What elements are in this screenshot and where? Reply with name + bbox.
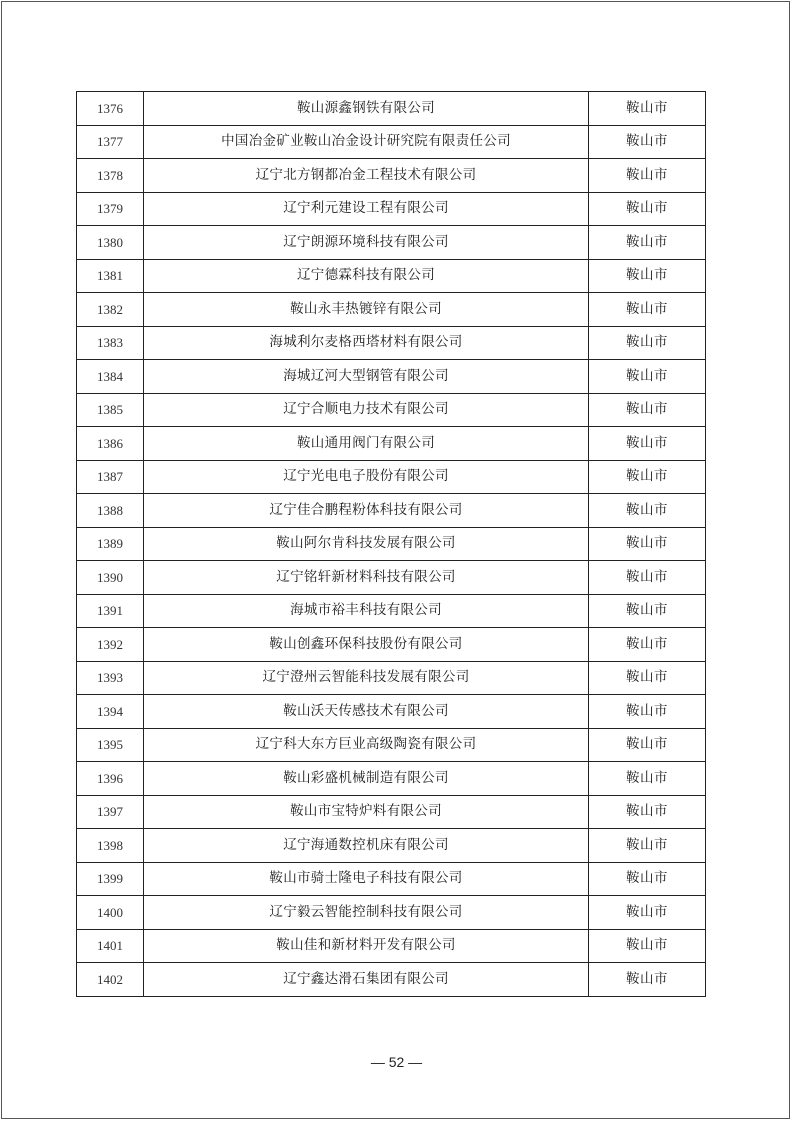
row-number-cell: 1393 <box>77 661 144 695</box>
table-row <box>77 929 706 963</box>
row-number-cell: 1387 <box>77 460 144 494</box>
city-cell: 鞍山市 <box>589 427 706 461</box>
table-row <box>77 427 706 461</box>
table-row <box>77 829 706 863</box>
table-row <box>77 963 706 997</box>
table-row <box>77 92 706 126</box>
row-number-cell: 1392 <box>77 628 144 662</box>
city-cell: 鞍山市 <box>589 594 706 628</box>
city-cell: 鞍山市 <box>589 762 706 796</box>
table-row <box>77 393 706 427</box>
company-name-cell: 鞍山永丰热镀锌有限公司 <box>144 293 589 327</box>
row-number-cell: 1383 <box>77 326 144 360</box>
company-name-cell: 鞍山彩盛机械制造有限公司 <box>144 762 589 796</box>
company-name-cell: 辽宁利元建设工程有限公司 <box>144 192 589 226</box>
company-name-cell: 海城利尔麦格西塔材料有限公司 <box>144 326 589 360</box>
city-cell: 鞍山市 <box>589 293 706 327</box>
city-cell: 鞍山市 <box>589 259 706 293</box>
city-cell: 鞍山市 <box>589 628 706 662</box>
city-cell: 鞍山市 <box>589 728 706 762</box>
table-row <box>77 326 706 360</box>
row-number-cell: 1386 <box>77 427 144 461</box>
company-name-cell: 辽宁澄州云智能科技发展有限公司 <box>144 661 589 695</box>
company-name-cell: 辽宁合顺电力技术有限公司 <box>144 393 589 427</box>
table-row <box>77 594 706 628</box>
city-cell: 鞍山市 <box>589 963 706 997</box>
company-name-cell: 辽宁海通数控机床有限公司 <box>144 829 589 863</box>
company-name-cell: 辽宁朗源环境科技有限公司 <box>144 226 589 260</box>
company-name-cell: 鞍山沃天传感技术有限公司 <box>144 695 589 729</box>
table-row <box>77 795 706 829</box>
row-number-cell: 1394 <box>77 695 144 729</box>
table-row <box>77 259 706 293</box>
company-name-cell: 海城辽河大型钢管有限公司 <box>144 360 589 394</box>
city-cell: 鞍山市 <box>589 360 706 394</box>
city-cell: 鞍山市 <box>589 460 706 494</box>
table-row <box>77 896 706 930</box>
company-name-cell: 鞍山市宝特炉料有限公司 <box>144 795 589 829</box>
table-row <box>77 527 706 561</box>
table-row <box>77 661 706 695</box>
city-cell: 鞍山市 <box>589 829 706 863</box>
table-row <box>77 695 706 729</box>
page-number: — 52 — <box>370 1054 423 1070</box>
row-number-cell: 1397 <box>77 795 144 829</box>
city-cell: 鞍山市 <box>589 494 706 528</box>
table-body <box>77 92 706 997</box>
city-cell: 鞍山市 <box>589 226 706 260</box>
company-name-cell: 鞍山通用阀门有限公司 <box>144 427 589 461</box>
row-number-cell: 1377 <box>77 125 144 159</box>
row-number-cell: 1395 <box>77 728 144 762</box>
city-cell: 鞍山市 <box>589 695 706 729</box>
row-number-cell: 1380 <box>77 226 144 260</box>
city-cell: 鞍山市 <box>589 527 706 561</box>
table-row <box>77 628 706 662</box>
city-cell: 鞍山市 <box>589 561 706 595</box>
city-cell: 鞍山市 <box>589 661 706 695</box>
company-name-cell: 辽宁铭轩新材料科技有限公司 <box>144 561 589 595</box>
table-row <box>77 159 706 193</box>
company-table <box>76 91 706 997</box>
row-number-cell: 1384 <box>77 360 144 394</box>
table-row <box>77 494 706 528</box>
company-name-cell: 辽宁毅云智能控制科技有限公司 <box>144 896 589 930</box>
company-name-cell: 辽宁北方钢都冶金工程技术有限公司 <box>144 159 589 193</box>
company-name-cell: 辽宁鑫达滑石集团有限公司 <box>144 963 589 997</box>
table-row <box>77 360 706 394</box>
table-row <box>77 862 706 896</box>
row-number-cell: 1399 <box>77 862 144 896</box>
table-row <box>77 192 706 226</box>
row-number-cell: 1381 <box>77 259 144 293</box>
row-number-cell: 1388 <box>77 494 144 528</box>
row-number-cell: 1398 <box>77 829 144 863</box>
city-cell: 鞍山市 <box>589 92 706 126</box>
table-row <box>77 293 706 327</box>
table-row <box>77 762 706 796</box>
row-number-cell: 1391 <box>77 594 144 628</box>
city-cell: 鞍山市 <box>589 159 706 193</box>
company-name-cell: 辽宁光电电子股份有限公司 <box>144 460 589 494</box>
company-name-cell: 鞍山源鑫钢铁有限公司 <box>144 92 589 126</box>
table-row <box>77 561 706 595</box>
table-row <box>77 728 706 762</box>
city-cell: 鞍山市 <box>589 896 706 930</box>
table-row <box>77 226 706 260</box>
row-number-cell: 1402 <box>77 963 144 997</box>
row-number-cell: 1378 <box>77 159 144 193</box>
row-number-cell: 1389 <box>77 527 144 561</box>
company-name-cell: 辽宁科大东方巨业高级陶瓷有限公司 <box>144 728 589 762</box>
company-name-cell: 辽宁佳合鹏程粉体科技有限公司 <box>144 494 589 528</box>
city-cell: 鞍山市 <box>589 862 706 896</box>
row-number-cell: 1396 <box>77 762 144 796</box>
company-name-cell: 鞍山市骑士隆电子科技有限公司 <box>144 862 589 896</box>
row-number-cell: 1385 <box>77 393 144 427</box>
company-name-cell: 鞍山阿尔肯科技发展有限公司 <box>144 527 589 561</box>
company-name-cell: 中国冶金矿业鞍山冶金设计研究院有限责任公司 <box>144 125 589 159</box>
company-name-cell: 辽宁德霖科技有限公司 <box>144 259 589 293</box>
table-row <box>77 460 706 494</box>
city-cell: 鞍山市 <box>589 795 706 829</box>
company-name-cell: 鞍山佳和新材料开发有限公司 <box>144 929 589 963</box>
table-row <box>77 125 706 159</box>
city-cell: 鞍山市 <box>589 125 706 159</box>
row-number-cell: 1379 <box>77 192 144 226</box>
company-name-cell: 鞍山创鑫环保科技股份有限公司 <box>144 628 589 662</box>
row-number-cell: 1382 <box>77 293 144 327</box>
city-cell: 鞍山市 <box>589 393 706 427</box>
city-cell: 鞍山市 <box>589 192 706 226</box>
company-name-cell: 海城市裕丰科技有限公司 <box>144 594 589 628</box>
row-number-cell: 1400 <box>77 896 144 930</box>
city-cell: 鞍山市 <box>589 326 706 360</box>
row-number-cell: 1390 <box>77 561 144 595</box>
row-number-cell: 1376 <box>77 92 144 126</box>
city-cell: 鞍山市 <box>589 929 706 963</box>
row-number-cell: 1401 <box>77 929 144 963</box>
